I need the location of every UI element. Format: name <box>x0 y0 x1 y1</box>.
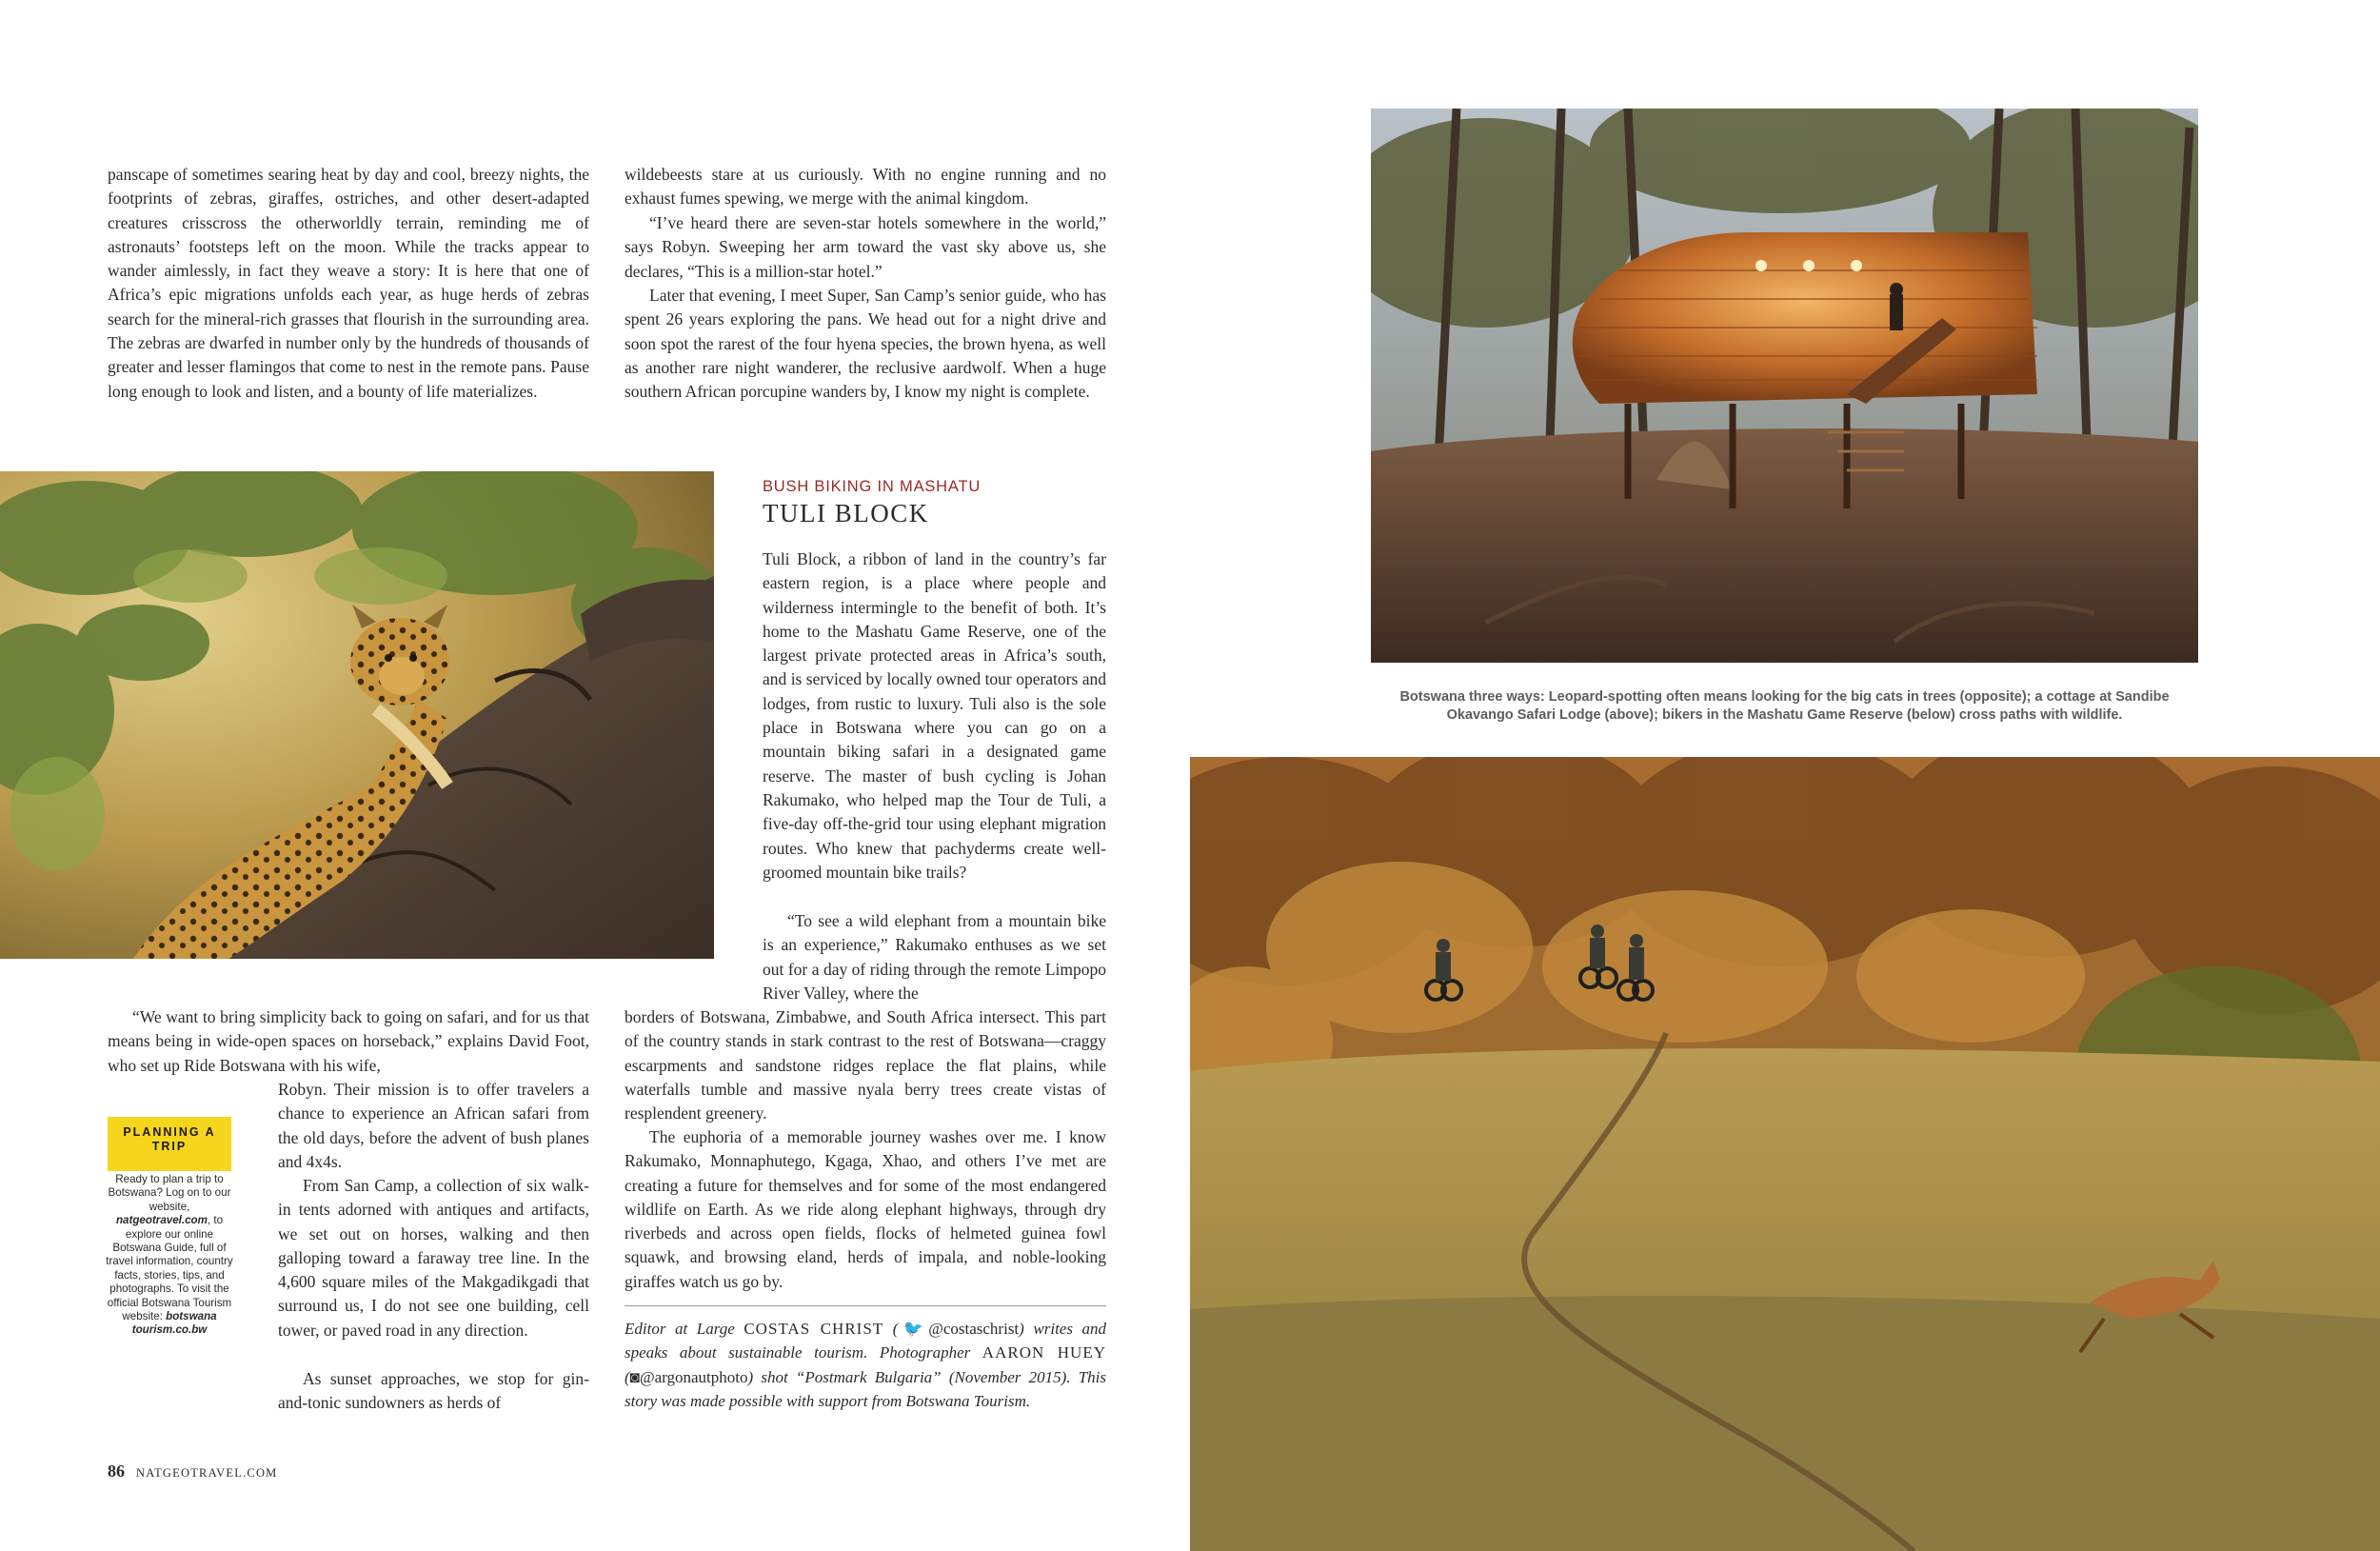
site-name[interactable]: NATGEOTRAVEL.COM <box>136 1466 278 1480</box>
planning-trip-text <box>103 1173 236 1338</box>
author-credits <box>625 1317 1106 1413</box>
bikers-photo <box>1190 757 2380 1551</box>
section-p1: Tuli Block, a ribbon of land in the country’s far eastern region, is a place where people and wilderness intermingle to the benefit of both. It’s home to the Mashatu Game Reserve, one of the largest private protected areas in Africa’s south, and is serviced by locally owned tour operators and lodges, from rustic to luxury. Tuli also is the sole place in Botswana where you can go on a mountain biking safari in a designated game reserve. The master of bush cycling is Johan Rakumako, who helped map the Tour de Tuli, a five-day off-the-grid tour using elephant migration routes. Who knew that pachyderms create well-groomed mountain bike trails? <box>763 549 1106 882</box>
section-p2a: “To see a wild elephant from a mountain bike is an experience,” Rakumako enthuses as we set out for a day of riding through the remote Limpopo River Valley, where the <box>763 911 1106 1003</box>
body-col1-lead: “We want to bring simplicity back to going on safari, and for us that means being in wide-open spaces on horseback,” explains David Foot, who set up Ride Botswana with his wife, <box>108 1007 589 1075</box>
sidebar-link-natgeo[interactable]: natgeotravel.com <box>115 1214 208 1227</box>
sidebar-text-2: , to explore our online Botswana Guide, full of travel information, country facts, stories, tips, and photographs. To visit the official Botswana Tourism website: <box>106 1214 233 1323</box>
section-p3: The euphoria of a memorable journey washes over me. I know Rakumako, Monnaphutego, Kgaga, Xhao, and others I’ve met are creating a future for themselves and for some of the most endangered wildlife on Earth. As we ride along elephant highways, through dry riverbeds and across open fields, flocks of helmeted guinea fowl squawk, and browsing eland, herds of impala, and noble-looking giraffes watch us go by. <box>625 1127 1106 1291</box>
section-headline: TULI BLOCK <box>763 499 929 527</box>
instagram-icon: ◙ <box>629 1367 640 1386</box>
section-p2b: borders of Botswana, Zimbabwe, and South Africa intersect. This part of the country stands in stark contrast to the rest of Botswana—craggy escarpments and sandstone ridges replace the flat plains, while waterfalls tumble and massive nyala berry trees create vistas of resplendent greenery. <box>625 1007 1106 1123</box>
planning-trip-badge: PLANNING A TRIP <box>108 1117 231 1171</box>
twitter-icon: 🐦 <box>898 1320 929 1338</box>
section-kicker: BUSH BIKING IN MASHATU <box>763 478 982 495</box>
body-col2-p1: wildebeests stare at us curiously. With no engine running and no exhaust fumes spewing, we merge with the animal kingdom. <box>625 165 1106 209</box>
body-col1-top: panscape of sometimes searing heat by day and cool, breezy nights, the footprints of zebras, giraffes, ostriches, and other desert-adapted creatures crisscross the otherworldly terrain, reminding me of astronauts’ footsteps left on the moon. While the tracks appear to wander aimlessly, in fact they weave a story: It is here that one of Africa’s epic migrations unfolds each year, as huge herds of zebras search for the mineral-rich grasses that flourish in the surrounding area. The zebras are dwarfed in number only by the hundreds of thousands of greater and lesser flamingos that come to nest in the remote pans. Pause long enough to look and listen, and a bounty of life materializes. <box>108 165 589 401</box>
body-col2-p2: “I’ve heard there are seven-star hotels somewhere in the world,” says Robyn. Sweeping her arm toward the vast sky above us, she declares, “This is a million-star hotel.” <box>625 213 1106 281</box>
photo-caption: Botswana three ways: Leopard-spotting often means looking for the big cats in trees (opposite); a cottage at Sandibe Okavango Safari Lodge (above); bikers in the Mashatu Game Reserve (below) cross paths with wildlife. <box>1399 689 2170 723</box>
author-handle[interactable]: @costaschrist <box>928 1320 1020 1338</box>
body-col1-cont: Robyn. Their mission is to offer travelers a chance to experience an African safari from the old days, before the advent of bush planes and 4x4s. <box>278 1080 589 1171</box>
cottage-photo <box>1371 109 2198 663</box>
page-number: 86 <box>108 1462 125 1481</box>
leopard-photo <box>0 471 714 959</box>
credits-text-1: Editor at Large <box>625 1320 735 1338</box>
sidebar-link-botswana[interactable]: botswana tourism.co.bw <box>131 1310 217 1337</box>
body-col2-p3: Later that evening, I meet Super, San Camp’s senior guide, who has spent 26 years exploring the pans. We head out for a night drive and soon spot the rarest of the four hyena species, the brown hyena, as well as another rare night wanderer, the reclusive aardwolf. When a huge southern African porcupine wanders by, I know my night is complete. <box>625 286 1106 402</box>
body-col1-p2: From San Camp, a collection of six walk-in tents adorned with antiques and artifacts, we set out on horses, walking and then galloping toward a faraway tree line. In the 4,600 square miles of the Makgadikgadi that surround us, I do not see one building, cell tower, or paved road in any direction. <box>278 1176 589 1340</box>
photographer-handle[interactable]: @argonautphoto <box>639 1367 748 1386</box>
credits-text-3: ) writes and speaks about sustainable tourism. Photographer <box>625 1320 1107 1362</box>
author-name: COSTAS CHRIST <box>744 1320 884 1338</box>
sidebar-text-1: Ready to plan a trip to Botswana? Log on to our website, <box>108 1173 231 1213</box>
credits-rule <box>625 1305 1106 1306</box>
credits-text-4: ( <box>625 1367 630 1386</box>
credits-text-2: ( <box>892 1320 899 1338</box>
folio <box>108 1462 278 1481</box>
credits-text-5: ) shot “Postmark Bulgaria” (November 2015). This story was made possible with support from Botswana Tourism. <box>625 1367 1106 1410</box>
photographer-name: AARON HUEY <box>982 1343 1106 1362</box>
body-col1-p3: As sunset approaches, we stop for gin-and-tonic sundowners as herds of <box>278 1369 589 1413</box>
